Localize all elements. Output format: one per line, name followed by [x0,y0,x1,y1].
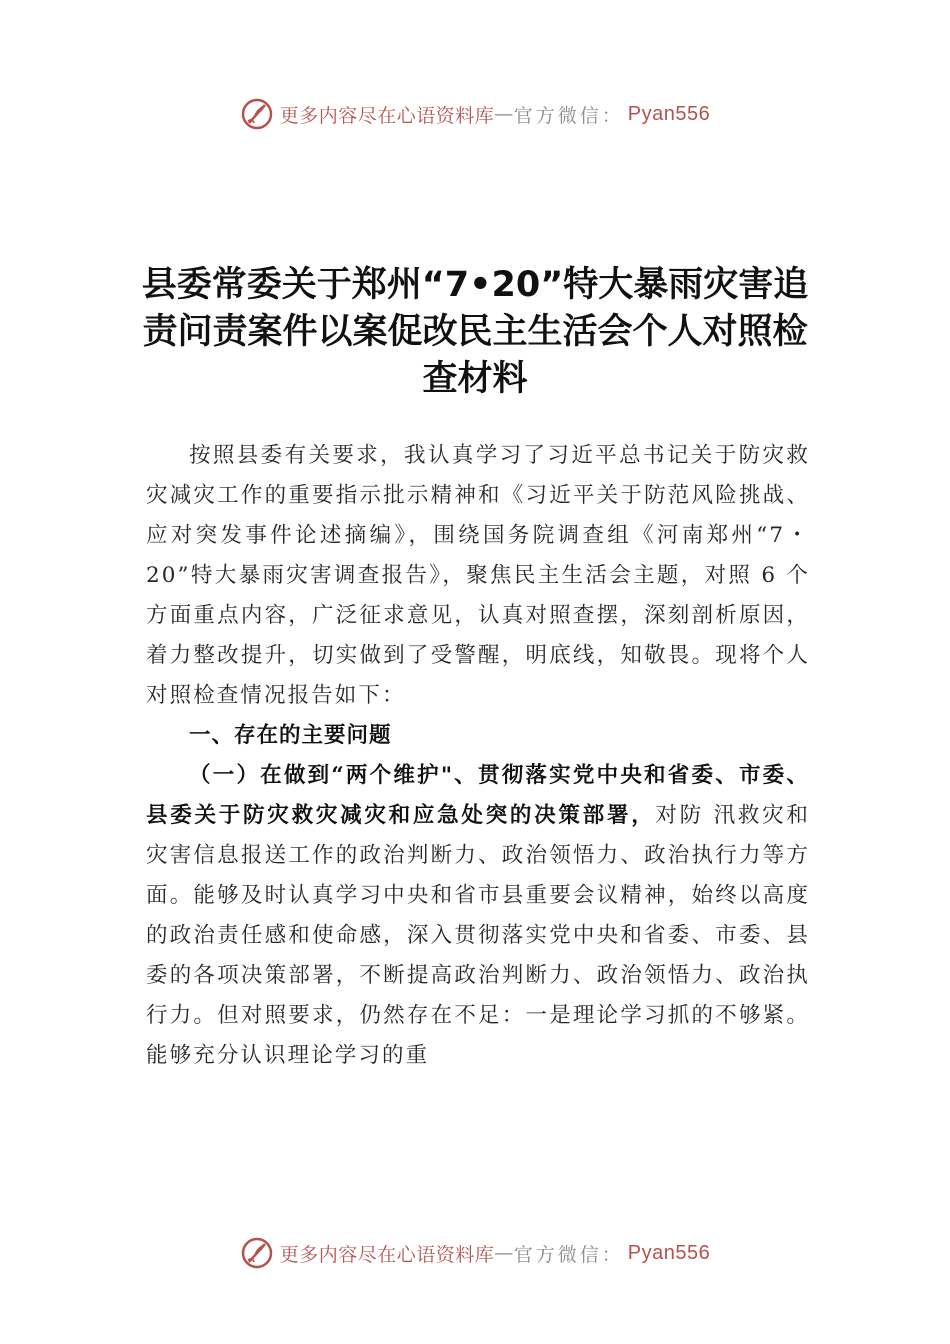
banner-library-name: 更多内容尽在心语资料库 [279,1243,495,1266]
intro-paragraph: 按照县委有关要求，我认真学习了习近平总书记关于防灾救灾减灾工作的重要指示批示精神和《习近平关于防范风险挑战、应对突发事件论述摘编》，围绕国务院调查组《河南郑州“7・20”特大暴雨灾害调查报告》，聚焦民主生活会主题，对照 6 个方面重点内容，广泛征求意见，认真对照查摆，深刻剖析原因，着力整改提升，切实做到了受警醒，明底线，知敬畏。现将个人对照检查情况报告如下： [146,443,810,708]
document-title: 县委常委关于郑州“7•20”特大暴雨灾害追责问责案件以案促改民主生活会个人对照检查材料 [141,265,809,399]
subsection-lead: （一）在做到“两个维护"、贯彻落实党中央和省委、市委、县委关于防灾救灾减灾和应急处突的决策部署， [146,763,810,828]
section-heading: 一、存在的主要问题 [189,723,392,748]
header-banner [0,94,950,134]
banner-wechat-label: 官方微信： [513,1243,624,1266]
subsection-body: 对防 汛救灾和灾害信息报送工作的政治判断力、政治领悟力、政治执行力等方面。能够及时认真学习中央和省市县重要会议精神，始终以高度的政治责任感和使命感，深入贯彻落实党中央和省委、市委、县委的各项决策部署，不断提高政治判断力、政治领悟力、政治执行力。但对照要求，仍然存在不足：一是理论学习抓的不够紧。能够充分认识理论学习的重 [146,803,810,1068]
quill-logo-icon [240,97,274,131]
banner-separator: — [494,1242,514,1264]
banner-wechat-label: 官方微信： [513,104,624,127]
banner-separator: — [494,103,514,125]
subsection-paragraph [146,756,810,1076]
banner-wechat-id: Pyan556 [627,102,711,125]
footer-banner [0,1233,950,1273]
banner-wechat-id: Pyan556 [627,1241,711,1264]
quill-logo-icon [240,1236,274,1270]
document-body [146,436,810,1076]
banner-library-name: 更多内容尽在心语资料库 [279,104,495,127]
